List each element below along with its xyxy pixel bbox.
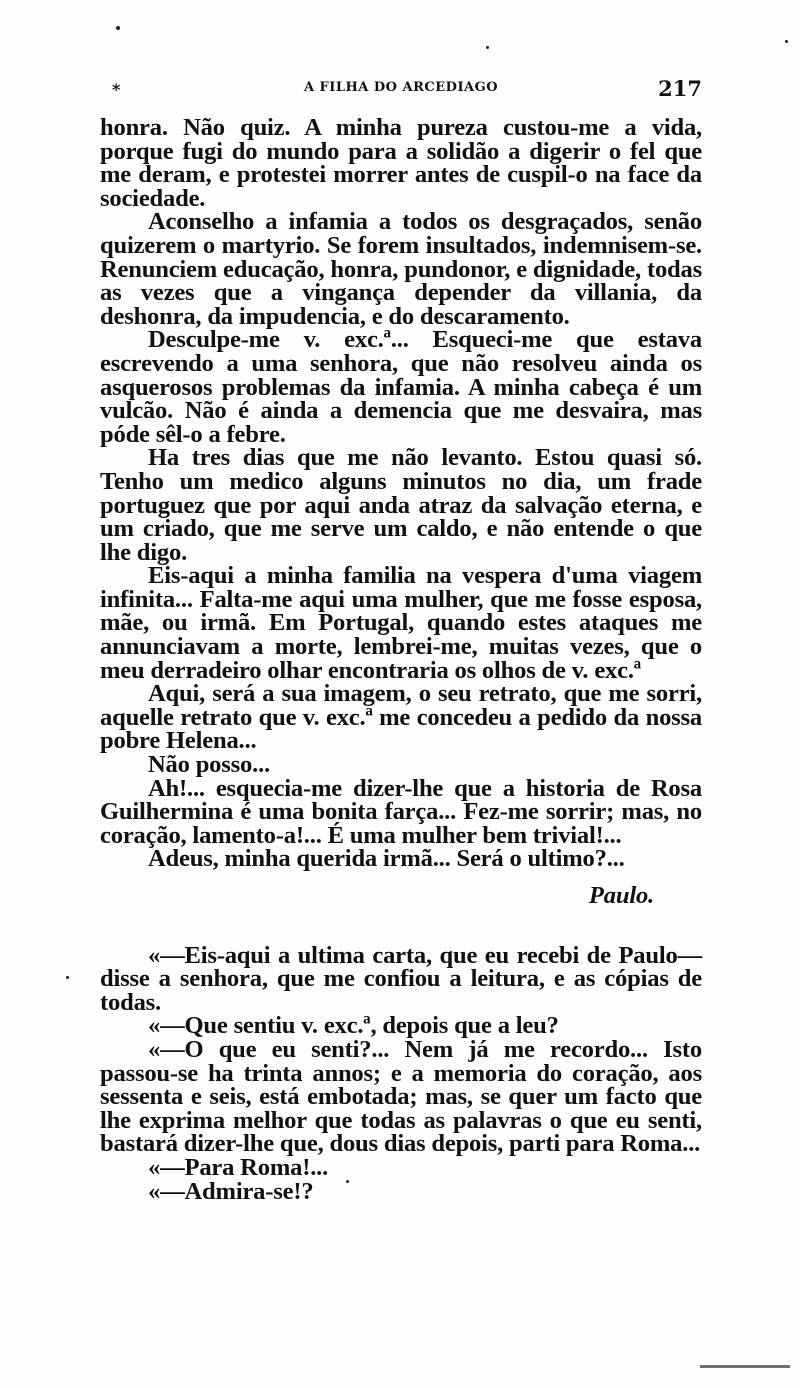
dialogue-line: «—Eis-aqui a ultima carta, que eu recebi de Paulo— disse a senhora, que me confiou a leitura, e as cópias de todas. (100, 941, 702, 1016)
paragraph: honra. Não quiz. A minha pureza custou-me a vida, porque fugi do mundo para a solidão a digerir o fel que me deram, e protestei morrer antes de cuspil-o na face da sociedade. (100, 114, 702, 212)
page-body (100, 116, 702, 1203)
paragraph: Não posso... (148, 751, 270, 779)
paragraph: Ha tres dias que me não levanto. Estou quasi só. Tenho um medico alguns minutos no dia, um frade portuguez que por aqui anda atraz da salvação eterna, e um criado, que me serve um caldo, e não entende o que lhe digo. (100, 444, 702, 566)
paragraph: Desculpe-me v. exc.ª... Esqueci-me que estava escrevendo a uma senhora, que não resolveu ainda os asquerosos problemas da infamia. A minha cabeça é um vulcão. Não é ainda a demencia que me desvaira, mas póde sêl-o a febre. (100, 326, 702, 448)
paragraph: Aqui, será a sua imagem, o seu retrato, que me sorri, aquelle retrato que v. exc.ª me concedeu a pedido da nossa pobre Helena... (100, 680, 702, 755)
dialogue-line: «—O que eu senti?... Nem já me recordo... Isto passou-se ha trinta annos; e a memoria do coração, aos sessenta e seis, está embotada; mas, se quer um facto que lhe exprima melhor que todas as palavras o que eu senti, bastará dizer-lhe que, dous dias depois, parti para Roma... (100, 1035, 702, 1158)
header-mark: * (112, 80, 121, 99)
header-title: A FILHA DO ARCEDIAGO (303, 80, 499, 95)
paragraph: Ah!... esquecia-me dizer-lhe que a historia de Rosa Guilhermina é uma bonita farça... Fez-me sorrir; mas, no coração, lamento-a!... É uma mulher bem trivial!... (100, 774, 702, 849)
letter-signature: Paulo. (588, 882, 654, 909)
print-speck (66, 976, 69, 979)
dialogue-line: «—Que sentiu v. exc.ª, depois que a leu? (148, 1012, 559, 1040)
paragraph: Eis-aqui a minha familia na vespera d'uma viagem infinita... Falta-me aqui uma mulher, que me fosse esposa, mãe, ou irmã. Em Portugal, quando estes ataques me annunciavam a morte, lembrei-me, muitas vezes, que o meu derradeiro olhar encontraria os olhos de v. exc.ª (100, 562, 702, 684)
page-number: 217 (658, 76, 702, 101)
dialogue-line: «—Admira-se!? (148, 1177, 314, 1205)
scan-smudge (700, 1365, 790, 1368)
print-speck (785, 40, 788, 43)
paragraph: Aconselho a infamia a todos os desgraçados, senão quizerem o martyrio. Se forem insultados, indemnisem-se. Renunciem educação, honra, pundonor, e dignidade, todas as vezes que a vingança depender da villania, da deshonra, da impudencia, e do descaramento. (100, 208, 702, 330)
print-speck (116, 26, 120, 30)
running-header (100, 76, 702, 102)
dialogue-line: «—Para Roma!... (148, 1153, 329, 1181)
print-speck (486, 46, 489, 49)
paragraph: Adeus, minha querida irmã... Será o ultimo?... (148, 845, 625, 873)
